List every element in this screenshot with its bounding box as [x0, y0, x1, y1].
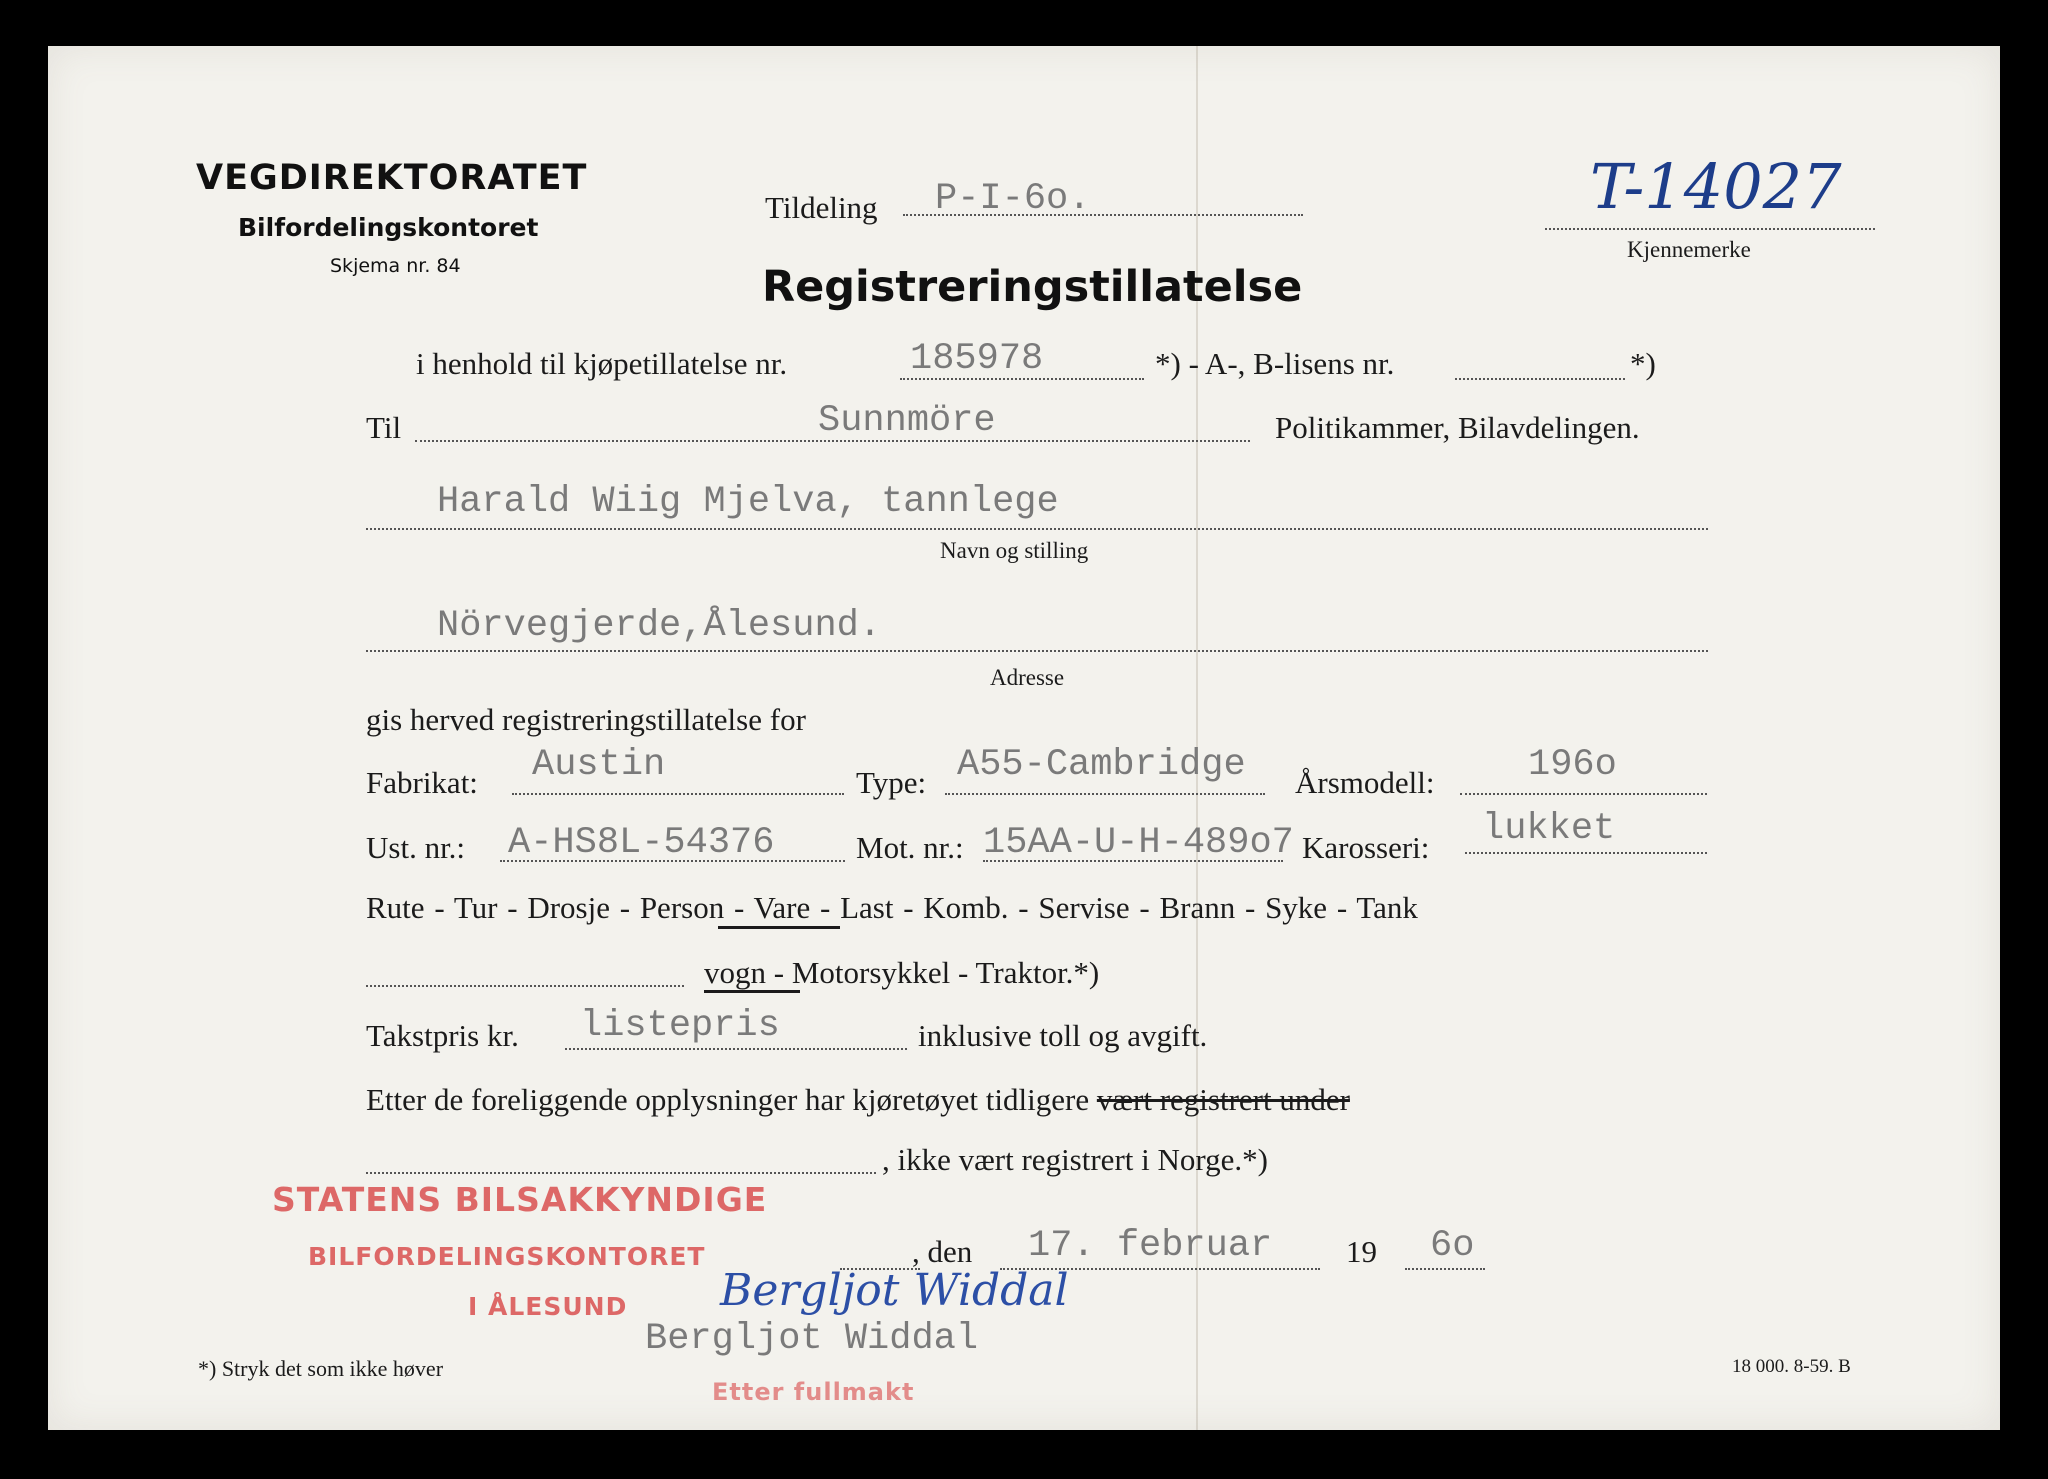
- name-caption: Navn og stilling: [940, 538, 1089, 563]
- prior-text: [366, 1082, 1350, 1118]
- category-brann: Brann: [1159, 890, 1236, 925]
- mot-label: Mot. nr.:: [856, 830, 964, 865]
- print-code: 18 000. 8-59. B: [1732, 1356, 1851, 1377]
- date-year-line: [1405, 1268, 1485, 1270]
- registration-mark-label: Kjennemerke: [1627, 237, 1751, 262]
- form-title: Registreringstillatelse: [762, 262, 1303, 312]
- signature-typed: Bergljot Widdal: [645, 1318, 979, 1360]
- schema-number: Skjema nr. 84: [330, 255, 461, 277]
- mot-line: [983, 860, 1283, 862]
- owner-name: Harald Wiig Mjelva, tannlege: [437, 481, 1059, 523]
- address-caption: Adresse: [990, 665, 1065, 690]
- police-district: Sunnmöre: [818, 400, 996, 442]
- type-label: Type:: [856, 765, 927, 800]
- registration-mark-handwritten: T-14027: [1590, 150, 1842, 223]
- ust-line: [500, 860, 845, 862]
- stamp-extra: Etter fullmakt: [712, 1378, 915, 1406]
- category-line-1: Rute - Tur - Drosje - Person - Vare - Last - Komb. - Servise - Brann - Syke - Tank: [366, 890, 1418, 925]
- vogn-underline: [704, 990, 800, 993]
- prior-text-2: , ikke vært registrert i Norge.*): [882, 1142, 1268, 1177]
- type-value: A55-Cambridge: [957, 744, 1246, 786]
- kjop-line: [900, 378, 1144, 380]
- type-line: [945, 793, 1265, 795]
- category-line-2: vogn - Motorsykkel - Traktor.*): [704, 955, 1100, 990]
- paper-fold: [1196, 46, 1198, 1430]
- category-syke: Syke: [1265, 890, 1328, 925]
- category-person: Person: [639, 890, 725, 925]
- karosseri-line: [1465, 852, 1707, 854]
- fabrikat-line: [512, 793, 844, 795]
- stamp-line-1: STATENS BILSAKKYNDIGE: [272, 1180, 768, 1219]
- takst-value: listepris: [580, 1005, 780, 1047]
- prior-struck: vært registrert under: [1096, 1082, 1350, 1117]
- ust-value: A-HS8L-54376: [508, 822, 775, 864]
- category-vare: Vare: [753, 890, 811, 925]
- prior-line: [366, 1172, 876, 1174]
- lisens-end: *): [1630, 346, 1656, 381]
- karosseri-value: lukket: [1482, 808, 1616, 850]
- category-vogn: vogn: [704, 955, 766, 990]
- takst-end: inklusive toll og avgift.: [918, 1018, 1208, 1053]
- karosseri-label: Karosseri:: [1302, 830, 1430, 865]
- category-tur: Tur: [453, 890, 498, 925]
- fabrikat-value: Austin: [532, 744, 666, 786]
- date-year: 6o: [1430, 1225, 1475, 1267]
- arsmodell-line: [1460, 793, 1707, 795]
- ust-label: Ust. nr.:: [366, 830, 466, 865]
- category-traktor: Traktor.*): [975, 955, 1100, 990]
- date-prefix: , den: [912, 1234, 973, 1269]
- mot-value: 15AA-U-H-489o7: [983, 822, 1294, 864]
- org-name: VEGDIREKTORATET: [196, 158, 588, 198]
- tildeling-value: P-I-6o.: [935, 178, 1091, 220]
- category-rute: Rute: [366, 890, 425, 925]
- category-servise: Servise: [1038, 890, 1130, 925]
- stamp-line-2: BILFORDELINGSKONTORET: [308, 1242, 706, 1271]
- category-tank: Tank: [1356, 890, 1418, 925]
- owner-address: Nörvegjerde,Ålesund.: [437, 605, 882, 647]
- lisens-line: [1455, 378, 1625, 380]
- til-label: Til: [366, 410, 402, 445]
- arsmodell-value: 196o: [1528, 744, 1617, 786]
- stamp-line-3: I ÅLESUND: [468, 1292, 628, 1321]
- person-underline: [718, 926, 840, 929]
- address-line: [366, 650, 1708, 652]
- takst-label: Takstpris kr.: [366, 1018, 519, 1053]
- footnote: *) Stryk det som ikke høver: [198, 1356, 444, 1381]
- signature-handwritten: Bergljot Widdal: [720, 1265, 1069, 1316]
- til-line: [415, 440, 1250, 442]
- tildeling-label: Tildeling: [765, 190, 878, 225]
- office-name: Bilfordelingskontoret: [238, 213, 539, 242]
- tildeling-line: [903, 214, 1303, 216]
- category-last: Last: [840, 890, 894, 925]
- fabrikat-label: Fabrikat:: [366, 765, 478, 800]
- name-line: [366, 528, 1708, 530]
- category-komb: Komb.: [923, 890, 1009, 925]
- category-motorsykkel: Motorsykkel: [791, 955, 951, 990]
- lisens-label: *) - A-, B-lisens nr.: [1155, 346, 1395, 381]
- takst-line: [565, 1048, 907, 1050]
- category-drosje: Drosje: [527, 890, 610, 925]
- date-day-month: 17. februar: [1028, 1225, 1273, 1267]
- kjop-label: i henhold til kjøpetillatelse nr.: [416, 346, 788, 381]
- date-century: 19: [1346, 1234, 1377, 1269]
- grant-text: gis herved registreringstillatelse for: [366, 702, 806, 737]
- registration-mark-line: [1545, 228, 1875, 230]
- til-end: Politikammer, Bilavdelingen.: [1275, 410, 1640, 445]
- category-blank-line: [366, 985, 684, 987]
- arsmodell-label: Årsmodell:: [1295, 765, 1435, 800]
- prior-text-1: Etter de foreliggende opplysninger har kjøretøyet tidligere: [366, 1082, 1090, 1117]
- kjop-number: 185978: [910, 338, 1044, 380]
